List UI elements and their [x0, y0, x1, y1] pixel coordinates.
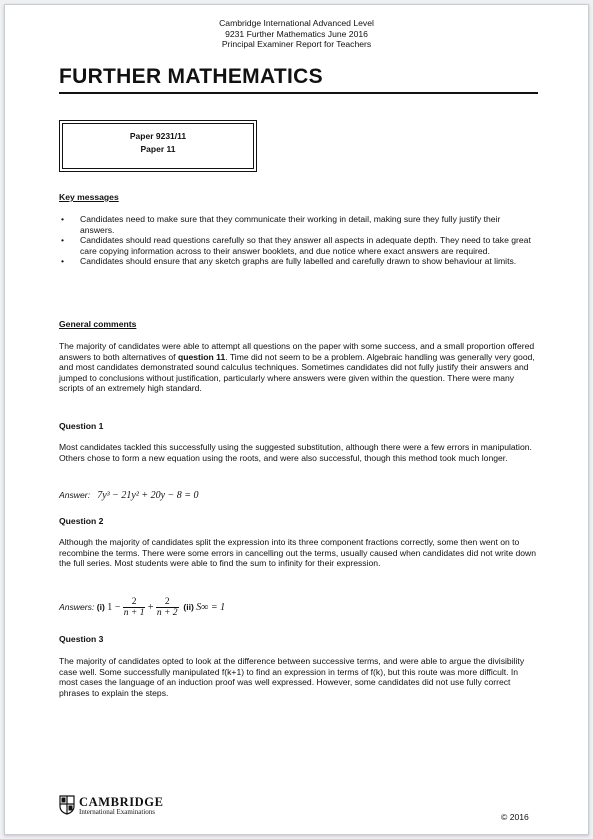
answer-equation: 7y³ − 21y² + 20y − 8 = 0: [97, 490, 199, 501]
general-comments-bold-ref: question 11: [177, 351, 226, 362]
question-1-answer: [59, 490, 199, 501]
question-1-text: Most candidates tackled this successfully using the suggested substitution, although there were a few errors in manipulation. Others chose to form a new equation using the roots, and were also successful, though this method took much longer.: [59, 442, 532, 463]
header-line-3: Principal Examiner Report for Teachers: [221, 39, 372, 49]
part-i-label: (i): [96, 601, 105, 612]
fraction-2-denominator: n + 2: [156, 608, 178, 618]
general-comments-text-start: The majority of candidates were able to attempt all questions on the paper with some success, and a small proportion offered answers to both alternatives of: [59, 341, 535, 362]
paper-box: [59, 120, 257, 172]
logo-subtitle: International Examinations: [79, 808, 156, 816]
fraction-2: [156, 597, 179, 618]
document-page: [4, 4, 589, 835]
answer-label: Answers:: [59, 601, 95, 612]
fraction-1: [123, 597, 146, 618]
cambridge-logo: [59, 795, 164, 820]
fraction-1-denominator: n + 1: [123, 608, 145, 618]
general-comments-text: [59, 341, 537, 394]
paper-number: Paper 11: [140, 144, 176, 154]
header-line-2: 9231 Further Mathematics June 2016: [225, 28, 368, 39]
paper-code: Paper 9231/11: [129, 131, 187, 141]
question-2-heading: Question 2: [59, 516, 104, 526]
key-message-item: • Candidates should read questions carefully so that they answer all aspects in adequate depth. They need to take great care copying information across to their answer booklets, and due notice where exact answers are required.: [59, 235, 537, 256]
copyright: © 2016: [501, 812, 529, 822]
question-2-text: Although the majority of candidates split the expression into its three component fractions correctly, some then went on to recombine the terms. There were some errors in cancelling out the terms, usually caused when candidates did not write down the full series. Most students were able to find the sum to infinity for their expression.: [59, 537, 537, 568]
part-ii-expression: S∞ = 1: [196, 601, 226, 613]
general-comments-heading: General comments: [59, 319, 137, 329]
key-message-item: • Candidates need to make sure that they communicate their working in detail, making sure they fully justify their answers.: [59, 214, 537, 235]
crest-icon: [59, 795, 75, 815]
question-1-heading: Question 1: [59, 421, 104, 431]
plus-sign: +: [147, 601, 154, 613]
question-2-answer: [59, 597, 225, 618]
key-messages-heading: Key messages: [59, 192, 119, 202]
general-comments-text-end: . Time did not seem to be a problem. Algebraic handling was generally very good, and most candidates demonstrated sound calculus techniques. Sometimes candidates did not fully justify their answers and jumped to conclusions without justification, particularly where answers were given within the question. There were many scripts of an extremely high standard.: [59, 351, 535, 393]
page-title: FURTHER MATHEMATICS: [59, 65, 323, 88]
part-i-lead: 1 −: [107, 601, 121, 613]
fraction-1-numerator: 2: [123, 597, 146, 608]
part-ii-label: (ii): [183, 601, 194, 612]
report-header: [5, 18, 588, 50]
key-message-item: • Candidates should ensure that any sketch graphs are fully labelled and carefully drawn to show behaviour at limits.: [59, 256, 537, 267]
header-line-1: Cambridge International Advanced Level: [219, 18, 374, 28]
fraction-2-numerator: 2: [156, 597, 179, 608]
logo-name: CAMBRIDGE: [79, 795, 164, 809]
key-messages-list: [59, 214, 537, 267]
answer-label: Answer:: [59, 490, 91, 500]
title-rule: [59, 92, 538, 94]
question-3-text: The majority of candidates opted to look at the difference between successive terms, and were able to argue the divisibility case well. Some successfully manipulated f(k+1) to find an expression in terms of f(k), but this route was more difficult. In most cases the language of an induction proof was well expressed. However, some candidates did not use fully correct phrases to explain the steps.: [59, 656, 525, 698]
question-3-heading: Question 3: [59, 634, 104, 644]
